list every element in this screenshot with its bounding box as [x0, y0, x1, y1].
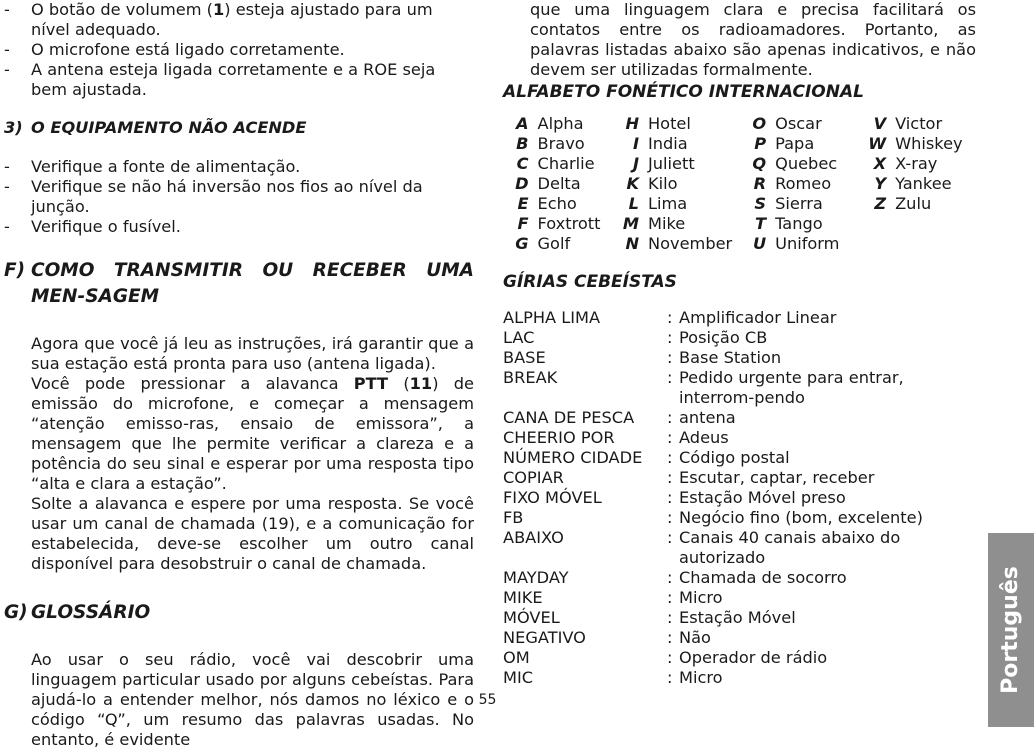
- bullet-dash: -: [4, 157, 10, 176]
- phonetic-word: [895, 214, 976, 234]
- phonetic-word: Whiskey: [895, 134, 963, 153]
- bullet-text: Verifique o fusível.: [31, 217, 181, 236]
- bullet-item: [4, 177, 474, 217]
- phonetic-word: Tango: [775, 214, 823, 233]
- phonetic-alphabet-table: [503, 114, 976, 254]
- phonetic-letter: Y: [874, 174, 887, 193]
- slang-row: [503, 328, 976, 348]
- phonetic-letter: F: [517, 214, 529, 233]
- bullet-item: [4, 157, 474, 177]
- phonetic-letter: Q: [752, 154, 767, 173]
- phonetic-word: Lima: [648, 194, 688, 213]
- slang-colon: :: [667, 588, 673, 607]
- phonetic-word: November: [648, 234, 733, 253]
- slang-colon: :: [667, 608, 673, 627]
- slang-term: ABAIXO: [503, 528, 564, 547]
- slang-colon: :: [667, 448, 673, 467]
- phonetic-letter: [859, 234, 895, 254]
- slang-row: [503, 568, 976, 588]
- phonetic-row: [503, 174, 976, 194]
- phonetic-word: Victor: [895, 114, 943, 133]
- slang-definition: Micro: [679, 668, 723, 687]
- phonetic-letter: Z: [874, 194, 887, 213]
- phonetic-letter: J: [632, 154, 639, 173]
- left-column: [4, 0, 474, 750]
- phonetic-letter: W: [868, 134, 887, 153]
- section-f-paragraph-3: Solte a alavanca e espere por uma resposta. Se você usar um canal de chamada (19), e a comunicação for estabelecida, deve-se escolher um outro canal disponível para desobstruir o canal de chamada.: [31, 494, 474, 573]
- phonetic-letter: H: [625, 114, 639, 133]
- slang-colon: :: [667, 568, 673, 587]
- slang-row: [503, 628, 976, 648]
- language-tab-label: Português: [998, 566, 1023, 694]
- slang-row: [503, 368, 976, 408]
- slang-term: MAYDAY: [503, 568, 569, 587]
- phonetic-letter: O: [752, 114, 767, 133]
- slang-term: MÓVEL: [503, 608, 560, 627]
- phonetic-letter: G: [515, 234, 529, 253]
- slang-row: [503, 608, 976, 628]
- bullet-dash: -: [4, 40, 10, 59]
- slang-colon: :: [667, 648, 673, 667]
- slang-term: BASE: [503, 348, 546, 367]
- slang-definition: Canais 40 canais abaixo do autorizado: [679, 528, 901, 567]
- phonetic-row: [503, 214, 976, 234]
- bullet-text: O microfone está ligado corretamente.: [31, 40, 345, 59]
- slang-term: BREAK: [503, 368, 558, 387]
- slang-definition: Negócio fino (bom, excelente): [679, 508, 923, 527]
- phonetic-word: Romeo: [775, 174, 832, 193]
- phonetic-letter: X: [873, 154, 887, 173]
- slang-term: CHEERIO POR: [503, 428, 615, 447]
- phonetic-letter: M: [622, 214, 639, 233]
- text-run: (: [388, 374, 410, 393]
- section-g-paragraph: Ao usar o seu rádio, você vai descobrir uma linguagem particular usado por alguns cebeístas. Para ajudá-lo a entender melhor, nós damos no léxico e o código “Q”, um resumo das palavras usadas. No entanto, é evidente: [31, 650, 474, 749]
- language-tab: [988, 533, 1034, 727]
- slang-definition: Estação Móvel preso: [679, 488, 846, 507]
- phonetic-word: Hotel: [648, 114, 691, 133]
- section-f-paragraph-1: Agora que você já leu as instruções, irá garantir que a sua estação está pronta para uso (antena ligada).: [31, 334, 474, 373]
- phonetic-word: Quebec: [775, 154, 838, 173]
- bullet-text: Verifique a fonte de alimentação.: [31, 157, 301, 176]
- slang-definition: Escutar, captar, receber: [679, 468, 875, 487]
- phonetic-letter: V: [873, 114, 887, 133]
- slang-definition: Base Station: [679, 348, 782, 367]
- section-number: G): [4, 602, 28, 623]
- bullet-dash: -: [4, 0, 10, 19]
- bullet-item: [4, 60, 474, 100]
- phonetic-word: Sierra: [775, 194, 823, 213]
- phonetic-letter: P: [754, 134, 767, 153]
- slang-colon: :: [667, 468, 673, 487]
- slang-row: [503, 648, 976, 668]
- slang-definition: Estação Móvel: [679, 608, 796, 627]
- section-g-heading: [4, 600, 474, 626]
- phonetic-word: Charlie: [537, 154, 595, 173]
- phonetic-word: Kilo: [648, 174, 678, 193]
- slang-row: [503, 308, 976, 328]
- slang-definition: Adeus: [679, 428, 729, 447]
- text-run: Você pode pressionar a alavanca: [31, 374, 354, 393]
- slang-row: [503, 448, 976, 468]
- slang-term: FB: [503, 508, 524, 527]
- slang-term: CANA DE PESCA: [503, 408, 635, 427]
- phonetic-letter: U: [752, 234, 767, 253]
- slang-colon: :: [667, 488, 673, 507]
- slang-term: NÚMERO CIDADE: [503, 448, 643, 467]
- section-f-heading: [4, 258, 474, 310]
- phonetic-word: Yankee: [895, 174, 952, 193]
- section-title: GLOSSÁRIO: [31, 602, 151, 623]
- bullet-dash: -: [4, 177, 10, 196]
- slang-term: FIXO MÓVEL: [503, 488, 602, 507]
- slang-row: [503, 528, 976, 568]
- slang-term: COPIAR: [503, 468, 564, 487]
- phonetic-word: Bravo: [537, 134, 585, 153]
- right-column: [503, 0, 976, 688]
- slang-colon: :: [667, 348, 673, 367]
- phonetic-letter: R: [753, 174, 767, 193]
- phonetic-letter: S: [754, 194, 767, 213]
- slang-table: [503, 308, 976, 688]
- phonetic-word: Zulu: [895, 194, 932, 213]
- phonetic-word: Alpha: [537, 114, 584, 133]
- slang-colon: :: [667, 368, 673, 387]
- phonetic-word: Golf: [537, 234, 571, 253]
- phonetic-word: Oscar: [775, 114, 822, 133]
- phonetic-letter: [859, 214, 895, 234]
- section-3-heading: [4, 118, 474, 138]
- slang-definition: Não: [679, 628, 711, 647]
- slang-row: [503, 408, 976, 428]
- phonetic-word: Mike: [648, 214, 686, 233]
- phonetic-word: Foxtrott: [537, 214, 601, 233]
- slang-row: [503, 588, 976, 608]
- ptt-label: PTT: [353, 374, 389, 393]
- control-number: 1: [212, 0, 225, 19]
- slang-definition: antena: [679, 408, 736, 427]
- bullet-dash: -: [4, 60, 10, 79]
- slang-definition: Pedido urgente para entrar, interrom-pendo: [679, 368, 904, 407]
- phonetic-letter: E: [517, 194, 529, 213]
- slang-colon: :: [667, 528, 673, 547]
- slang-definition: Operador de rádio: [679, 648, 828, 667]
- slang-colon: :: [667, 628, 673, 647]
- bullet-text: Verifique se não há inversão nos fios ao nível da junção.: [31, 177, 423, 216]
- phonetic-row: [503, 114, 976, 134]
- glossary-intro: que uma linguagem clara e precisa facilitará os contatos entre os radioamadores. Portanto, as palavras listadas abaixo são apenas indicativos, e não devem ser utilizadas formalmente.: [530, 0, 976, 79]
- slang-term: ALPHA LIMA: [503, 308, 601, 327]
- slang-term: NEGATIVO: [503, 628, 586, 647]
- slang-row: [503, 428, 976, 448]
- phonetic-row: [503, 154, 976, 174]
- page-number: 55: [478, 692, 497, 708]
- slang-row: [503, 468, 976, 488]
- phonetic-word: India: [648, 134, 688, 153]
- section-title: O EQUIPAMENTO NÃO ACENDE: [31, 118, 307, 137]
- phonetic-letter: D: [515, 174, 529, 193]
- top-bullet-list: [4, 0, 474, 100]
- phonetic-letter: L: [628, 194, 639, 213]
- phonetic-letter: N: [625, 234, 639, 253]
- phonetic-word: [895, 234, 976, 254]
- phonetic-word: X-ray: [895, 154, 938, 173]
- bullet-item: [4, 0, 474, 40]
- slang-row: [503, 348, 976, 368]
- text-run: ) de emissão do microfone, e começar a mensagem “atenção emisso-ras, ensaio de emissora”, a mensagem que lhe permite verificar a clareza e a potência do seu sinal e esperar por uma resposta tipo “alta e clara a estação”.: [31, 374, 474, 493]
- section-number: F): [4, 260, 26, 281]
- slang-definition: Micro: [679, 588, 723, 607]
- slang-definition: Amplificador Linear: [679, 308, 837, 327]
- slang-colon: :: [667, 428, 673, 447]
- phonetic-row: [503, 134, 976, 154]
- slang-term: OM: [503, 648, 530, 667]
- phonetic-letter: K: [626, 174, 639, 193]
- slang-colon: :: [667, 328, 673, 347]
- slang-colon: :: [667, 668, 673, 687]
- section-f-paragraph-2: [31, 374, 474, 494]
- section-title: COMO TRANSMITIR OU RECEBER UMA MEN-SAGEM: [31, 260, 474, 307]
- phonetic-word: Uniform: [775, 234, 840, 253]
- phonetic-alphabet-title: ALFABETO FONÉTICO INTERNACIONAL: [503, 82, 864, 102]
- phonetic-word: Papa: [775, 134, 815, 153]
- slang-colon: :: [667, 408, 673, 427]
- slang-title: GÍRIAS CEBEÍSTAS: [503, 272, 677, 292]
- phonetic-letter: C: [516, 154, 529, 173]
- phonetic-word: Delta: [537, 174, 581, 193]
- slang-term: MIC: [503, 668, 534, 687]
- slang-definition: Posição CB: [679, 328, 768, 347]
- phonetic-word: Juliett: [648, 154, 695, 173]
- bullet-text: A antena esteja ligada corretamente e a ROE seja bem ajustada.: [31, 60, 436, 99]
- slang-term: MIKE: [503, 588, 543, 607]
- slang-colon: :: [667, 508, 673, 527]
- section-3-bullet-list: [4, 157, 474, 237]
- section-number: 3): [4, 118, 23, 137]
- phonetic-letter: A: [515, 114, 529, 133]
- slang-term: LAC: [503, 328, 535, 347]
- ptt-number: 11: [409, 374, 433, 393]
- phonetic-row: [503, 194, 976, 214]
- bullet-text: O botão de volumem (1) esteja ajustado para um nível adequado.: [31, 0, 433, 39]
- phonetic-letter: T: [755, 214, 767, 233]
- slang-colon: :: [667, 308, 673, 327]
- slang-row: [503, 488, 976, 508]
- bullet-dash: -: [4, 217, 10, 236]
- bullet-item: [4, 40, 474, 60]
- phonetic-row: [503, 234, 976, 254]
- phonetic-letter: I: [632, 134, 639, 153]
- slang-row: [503, 508, 976, 528]
- slang-row: [503, 668, 976, 688]
- bullet-item: [4, 217, 474, 237]
- slang-definition: Código postal: [679, 448, 790, 467]
- phonetic-letter: B: [516, 134, 529, 153]
- phonetic-word: Echo: [537, 194, 577, 213]
- slang-definition: Chamada de socorro: [679, 568, 847, 587]
